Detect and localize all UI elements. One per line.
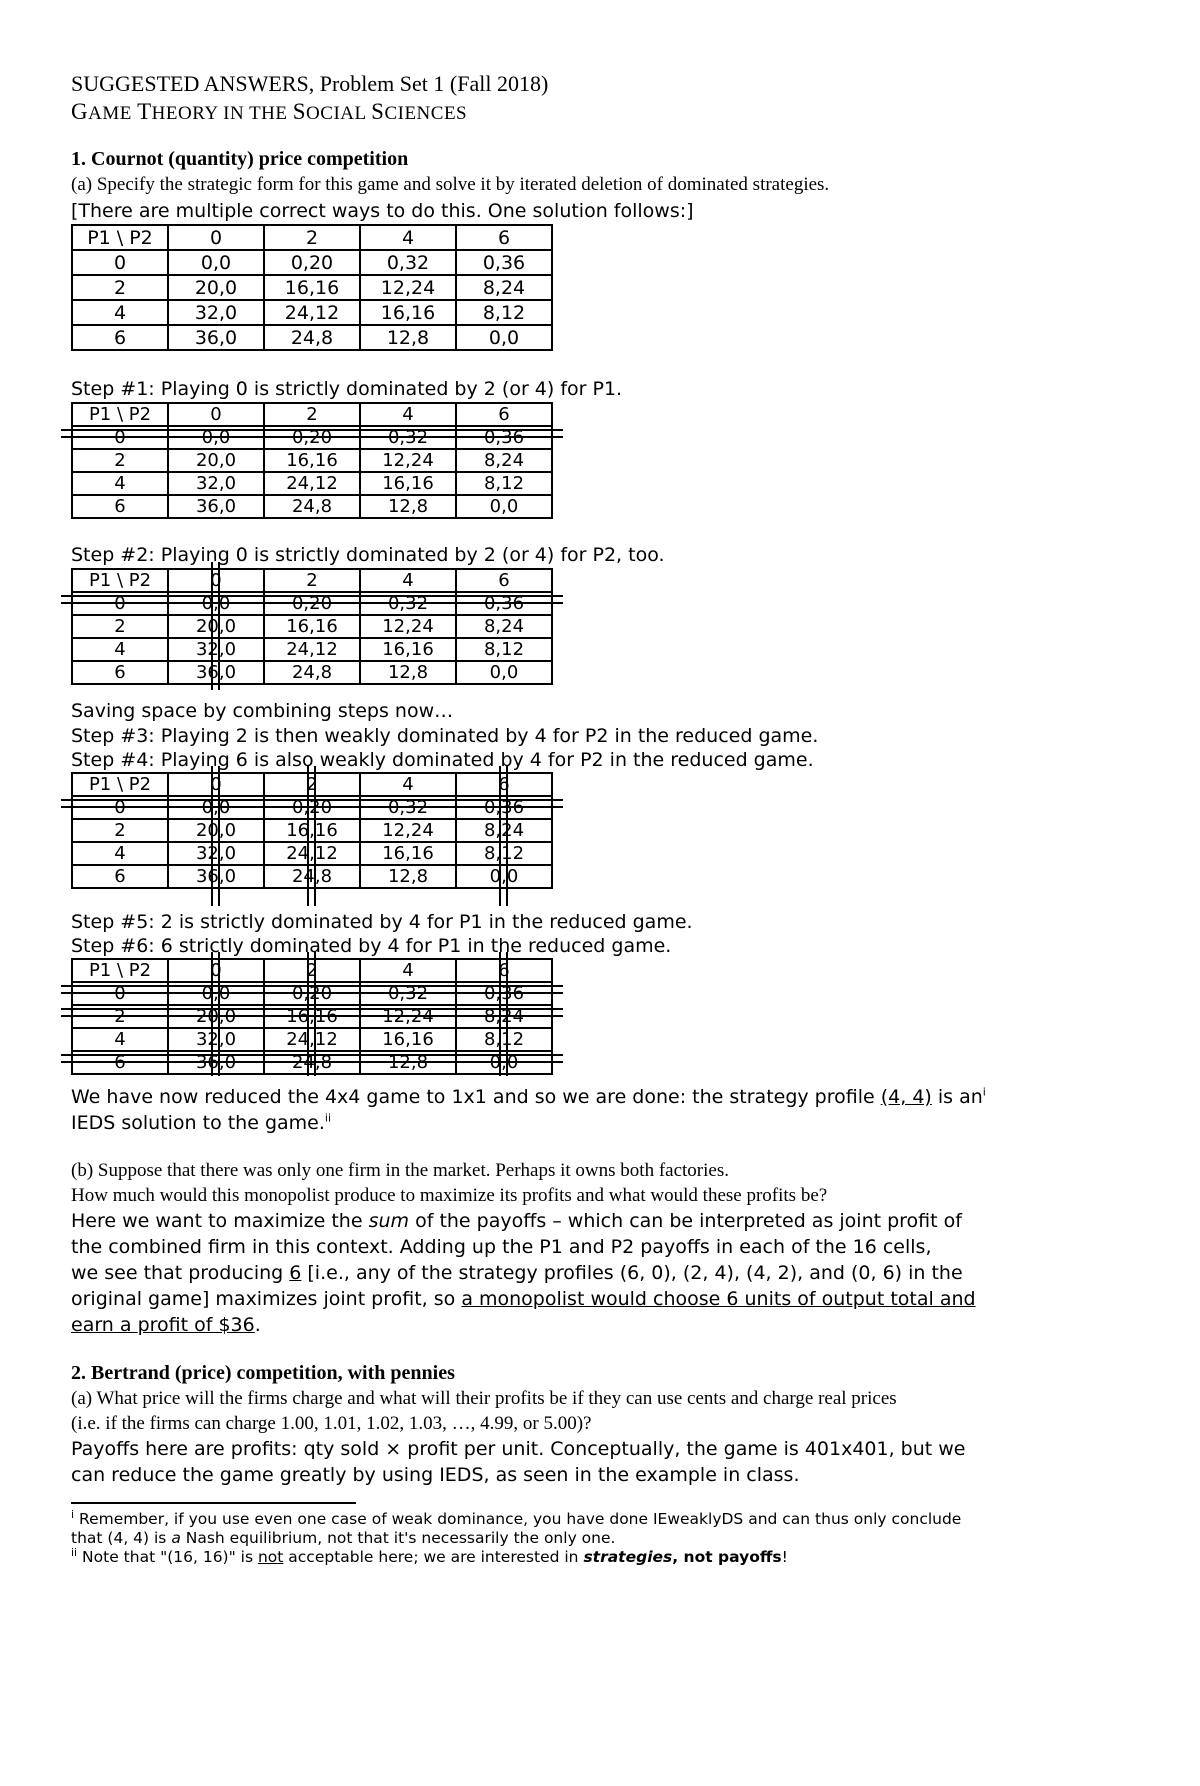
table-header-row (72, 225, 552, 250)
table-corner-label: P1 \ P2 (72, 569, 168, 592)
table-header-row (72, 403, 552, 426)
payoff-cell: 0,20 (264, 592, 360, 615)
p2-strategy-header: 6 (456, 773, 552, 796)
p1-strategy-label: 6 (72, 325, 168, 350)
payoff-cell: 32,0 (168, 472, 264, 495)
conclusion-text: We have now reduced the 4x4 game to 1x1 and so we are done: the strategy profile (4, 4) is $an^i$ IEDS solution to the game.$^{ii}$ (71, 1085, 986, 1134)
step-4-text: Step #4: Playing 6 is also weakly dominated by 4 for P2 in the reduced game. (71, 749, 814, 771)
table-row (72, 325, 552, 350)
footnote-ref-ii[interactable]: ii (324, 1111, 332, 1125)
p1-strategy-label: 4 (72, 842, 168, 865)
p1-strategy-label: 2 (72, 449, 168, 472)
payoff-cell: 20,0 (168, 275, 264, 300)
payoff-cell: 8,12 (456, 1028, 552, 1051)
payoff-cell: 16,16 (264, 819, 360, 842)
table-corner-label: P1 \ P2 (72, 403, 168, 426)
payoff-cell: 16,16 (264, 275, 360, 300)
p1-strategy-label: 2 (72, 1005, 168, 1028)
p2-strategy-header: 2 (264, 403, 360, 426)
payoff-cell: 0,0 (456, 865, 552, 888)
q2-heading: 2. Bertrand (price) competition, with pennies (71, 1362, 455, 1384)
payoff-cell: 24,8 (264, 661, 360, 684)
payoff-cell: 0,0 (168, 982, 264, 1005)
p1-strategy-label: 6 (72, 495, 168, 518)
p1-strategy-label: 0 (72, 982, 168, 1005)
p2-strategy-header: 2 (264, 773, 360, 796)
payoff-cell: 0,0 (168, 426, 264, 449)
payoff-cell: 8,24 (456, 449, 552, 472)
p1-strategy-label: 2 (72, 819, 168, 842)
p2-strategy-header: 4 (360, 225, 456, 250)
step-2-text: Step #2: Playing 0 is strictly dominated by 2 (or 4) for P2, too. (71, 544, 665, 566)
payoff-cell: 20,0 (168, 449, 264, 472)
payoff-cell: 16,16 (360, 472, 456, 495)
payoff-cell: 0,32 (360, 592, 456, 615)
payoff-cell: 36,0 (168, 865, 264, 888)
document-subtitle: GAME THEORY IN THE SOCIAL SCIENCES (71, 99, 468, 124)
strike-p2-col-0 (211, 952, 220, 1076)
payoff-cell: 8,24 (456, 615, 552, 638)
payoff-cell: 16,16 (360, 842, 456, 865)
step-5-text: Step #5: 2 is strictly dominated by 4 for P1 in the reduced game. (71, 911, 693, 933)
p2-strategy-header: 4 (360, 569, 456, 592)
p2-strategy-header: 0 (168, 225, 264, 250)
strike-p2-col-2 (307, 952, 316, 1076)
strike-p1-row-0 (61, 429, 563, 438)
p1-strategy-label: 2 (72, 615, 168, 638)
saving-space-text: Saving space by combining steps now… (71, 700, 454, 722)
payoff-cell: 8,12 (456, 638, 552, 661)
p2-strategy-header: 2 (264, 959, 360, 982)
payoff-cell: 0,36 (456, 796, 552, 819)
payoff-cell: 12,8 (360, 661, 456, 684)
payoff-cell: 36,0 (168, 325, 264, 350)
payoff-cell: 8,12 (456, 300, 552, 325)
p2-strategy-header: 2 (264, 225, 360, 250)
p1-strategy-label: 0 (72, 426, 168, 449)
p2-strategy-header: 4 (360, 773, 456, 796)
table-row (72, 638, 552, 661)
payoff-cell: 8,24 (456, 275, 552, 300)
q1-note: [There are multiple correct ways to do this. One solution follows:] (71, 200, 694, 222)
p1-strategy-label: 6 (72, 865, 168, 888)
payoff-cell: 12,8 (360, 495, 456, 518)
p1-strategy-label: 2 (72, 275, 168, 300)
step-3-text: Step #3: Playing 2 is then weakly dominated by 4 for P2 in the reduced game. (71, 725, 819, 747)
payoff-cell: 12,8 (360, 865, 456, 888)
p2-strategy-header: 6 (456, 225, 552, 250)
footnote-ii: $^{ii}$ Note that "(16, 16)" is not acceptable here; we are interested in strategies, not payoffs! (71, 1545, 788, 1566)
q1-heading: 1. Cournot (quantity) price competition (71, 148, 409, 170)
payoff-cell: 0,0 (456, 1051, 552, 1074)
payoff-cell: 36,0 (168, 1051, 264, 1074)
payoff-cell: 0,0 (456, 661, 552, 684)
p1-strategy-label: 4 (72, 472, 168, 495)
payoff-cell: 24,8 (264, 1051, 360, 1074)
payoff-cell: 12,24 (360, 275, 456, 300)
payoff-cell: 16,16 (264, 615, 360, 638)
payoff-cell: 16,16 (360, 1028, 456, 1051)
payoff-cell: 0,36 (456, 982, 552, 1005)
payoff-cell: 20,0 (168, 615, 264, 638)
payoff-cell: 12,24 (360, 615, 456, 638)
payoff-cell: 20,0 (168, 1005, 264, 1028)
payoff-cell: 16,16 (264, 1005, 360, 1028)
p2-strategy-header: 0 (168, 569, 264, 592)
payoff-cell: 0,0 (168, 796, 264, 819)
payoff-cell: 24,12 (264, 842, 360, 865)
payoff-cell: 0,20 (264, 426, 360, 449)
p2-strategy-header: 6 (456, 403, 552, 426)
payoff-cell: 8,12 (456, 842, 552, 865)
p1-strategy-label: 6 (72, 661, 168, 684)
payoff-table-step4 (71, 772, 553, 889)
payoff-cell: 0,0 (456, 325, 552, 350)
table-header-row (72, 569, 552, 592)
p1-strategy-label: 4 (72, 300, 168, 325)
payoff-cell: 24,8 (264, 865, 360, 888)
table-row (72, 275, 552, 300)
payoff-cell: 12,24 (360, 819, 456, 842)
payoff-cell: 36,0 (168, 661, 264, 684)
p2-strategy-header: 4 (360, 403, 456, 426)
payoff-cell: 24,12 (264, 300, 360, 325)
strike-p2-col-6 (499, 952, 508, 1076)
payoff-cell: 0,20 (264, 982, 360, 1005)
strike-p2-col-6 (499, 766, 508, 906)
payoff-cell: 20,0 (168, 819, 264, 842)
payoff-cell: 0,36 (456, 250, 552, 275)
payoff-cell: 32,0 (168, 842, 264, 865)
payoff-cell: 0,20 (264, 250, 360, 275)
table-corner-label: P1 \ P2 (72, 225, 168, 250)
payoff-cell: 16,16 (360, 300, 456, 325)
payoff-cell: 8,24 (456, 1005, 552, 1028)
footnote-i: $^i$ Remember, if you use even one case of weak dominance, you have done IEweaklyDS and can thus only conclude that (4, 4) is a Nash equilibrium, not that it's necessarily the only one. (71, 1507, 962, 1547)
p2-strategy-header: 2 (264, 569, 360, 592)
table-row (72, 472, 552, 495)
payoff-table-step1 (71, 402, 553, 519)
payoff-cell: 12,8 (360, 1051, 456, 1074)
table-row (72, 250, 552, 275)
payoff-cell: 32,0 (168, 1028, 264, 1051)
q1-part-b-answer: Here we want to maximize the sum of the payoffs – which can be interpreted as joint profit of the combined firm in this context. Adding up the P1 and P2 payoffs in each of the 16 cells, we see that producing 6 [i.e., any of the strategy profiles (6, 0), (2, 4), (4, 2), and (0, 6) in the original game] maximizes joint profit, so a monopolist would choose 6 units of output total and earn a profit of $36. (71, 1210, 976, 1336)
payoff-cell: 12,24 (360, 1005, 456, 1028)
payoff-cell: 0,36 (456, 426, 552, 449)
payoff-cell: 32,0 (168, 300, 264, 325)
q2-answer: Payoffs here are profits: qty sold × profit per unit. Conceptually, the game is 401x401, but we can reduce the game greatly by using IEDS, as seen in the example in class. (71, 1438, 966, 1486)
payoff-cell: 0,20 (264, 796, 360, 819)
payoff-cell: 0,0 (168, 592, 264, 615)
payoff-cell: 0,32 (360, 426, 456, 449)
strike-p2-col-2 (307, 766, 316, 906)
p1-strategy-label: 6 (72, 1051, 168, 1074)
p2-strategy-header: 0 (168, 959, 264, 982)
p2-strategy-header: 0 (168, 403, 264, 426)
p2-strategy-header: 0 (168, 773, 264, 796)
document-page (71, 70, 1131, 1567)
q2-part-a: (a) What price will the firms charge and what will their profits be if they can use cents and charge real prices (i.e. if the firms can charge 1.00, 1.01, 1.02, 1.03, …, 4.99, or 5.00)? (71, 1388, 897, 1434)
payoff-cell: 36,0 (168, 495, 264, 518)
payoff-cell: 0,0 (456, 495, 552, 518)
p1-strategy-label: 4 (72, 638, 168, 661)
payoff-cell: 0,32 (360, 796, 456, 819)
payoff-table-step6 (71, 958, 553, 1075)
payoff-table-step2 (71, 568, 553, 685)
p2-strategy-header: 6 (456, 569, 552, 592)
payoff-cell: 8,12 (456, 472, 552, 495)
table-corner-label: P1 \ P2 (72, 773, 168, 796)
table-corner-label: P1 \ P2 (72, 959, 168, 982)
document-title: SUGGESTED ANSWERS, Problem Set 1 (Fall 2018) (71, 71, 549, 96)
p1-strategy-label: 0 (72, 250, 168, 275)
footnote-ref-i[interactable]: i (982, 1085, 986, 1099)
payoff-cell: 32,0 (168, 638, 264, 661)
payoff-cell: 16,16 (360, 638, 456, 661)
table-row (72, 661, 552, 684)
step-6-text: Step #6: 6 strictly dominated by 4 for P1 in the reduced game. (71, 935, 672, 957)
strike-p2-col-0 (211, 766, 220, 906)
equilibrium-profile: (4, 4) (880, 1086, 932, 1108)
payoff-cell: 12,8 (360, 325, 456, 350)
strike-p2-col-0 (211, 562, 220, 690)
payoff-cell: 0,0 (168, 250, 264, 275)
payoff-cell: 24,12 (264, 1028, 360, 1051)
payoff-cell: 0,32 (360, 982, 456, 1005)
table-row (72, 615, 552, 638)
payoff-cell: 24,12 (264, 638, 360, 661)
payoff-cell: 8,24 (456, 819, 552, 842)
p1-strategy-label: 0 (72, 796, 168, 819)
payoff-cell: 24,8 (264, 325, 360, 350)
table-row (72, 495, 552, 518)
q1-part-a: (a) Specify the strategic form for this game and solve it by iterated deletion of dominated strategies. (71, 174, 830, 195)
step-1-text: Step #1: Playing 0 is strictly dominated by 2 (or 4) for P1. (71, 378, 623, 400)
payoff-cell: 0,36 (456, 592, 552, 615)
q1-part-b-question: (b) Suppose that there was only one firm in the market. Perhaps it owns both factories. How much would this monopolist produce to maximize its profits and what would these profits be? (71, 1160, 828, 1206)
footnote-separator (71, 1502, 356, 1504)
payoff-cell: 24,12 (264, 472, 360, 495)
payoff-table-original (71, 224, 553, 351)
strike-p1-row-0 (61, 595, 563, 604)
p1-strategy-label: 4 (72, 1028, 168, 1051)
p2-strategy-header: 4 (360, 959, 456, 982)
table-row (72, 449, 552, 472)
p1-strategy-label: 0 (72, 592, 168, 615)
payoff-cell: 0,32 (360, 250, 456, 275)
table-row (72, 300, 552, 325)
payoff-cell: 12,24 (360, 449, 456, 472)
payoff-cell: 16,16 (264, 449, 360, 472)
payoff-cell: 24,8 (264, 495, 360, 518)
p2-strategy-header: 6 (456, 959, 552, 982)
